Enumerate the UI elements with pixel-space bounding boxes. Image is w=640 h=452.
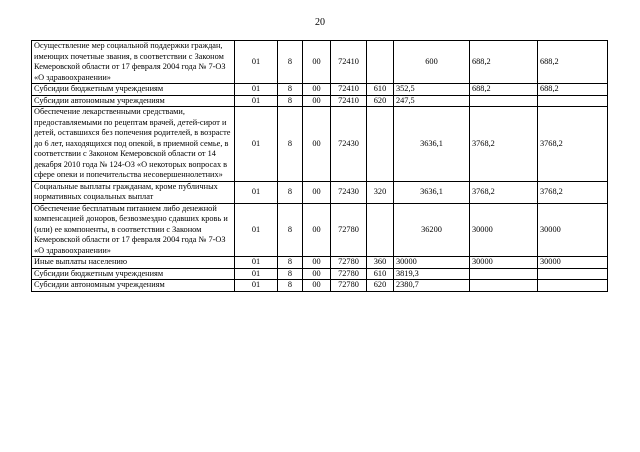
- section-code-cell: 01: [235, 41, 278, 84]
- subsection-code-cell: 8: [278, 95, 303, 107]
- year2-amount-cell: 688,2: [470, 41, 538, 84]
- year1-amount-cell: 352,5: [394, 84, 470, 96]
- subsection-code-cell: 8: [278, 41, 303, 84]
- year1-amount-cell: 3636,1: [394, 107, 470, 182]
- section-code-cell: 01: [235, 95, 278, 107]
- row-name-cell: Социальные выплаты гражданам, кроме публичных нормативных социальных выплат: [32, 181, 235, 203]
- expense-type-cell: 620: [367, 95, 394, 107]
- year2-amount-cell: 30000: [470, 257, 538, 269]
- row-name-cell: Обеспечение лекарственными средствами, предоставляемыми по рецептам врачей, детей-сирот и детей, оставшихся без попечения родителей, в возрасте до 6 лет, находящихся под опекой, в приемной семье, в соответствии с Законом Кемеровской области от 14 декабря 2010 года № 124-ОЗ «О некоторых вопросах в сфере опеки и попечительства несовершеннолетних»: [32, 107, 235, 182]
- subsection-code-cell: 8: [278, 181, 303, 203]
- year1-amount-cell: 30000: [394, 257, 470, 269]
- year2-amount-cell: 688,2: [470, 84, 538, 96]
- direction-code-cell: 72780: [331, 280, 367, 292]
- direction-code-cell: 72780: [331, 268, 367, 280]
- section-code-cell: 01: [235, 107, 278, 182]
- year1-amount-cell: 600: [394, 41, 470, 84]
- year3-amount-cell: 688,2: [538, 41, 608, 84]
- program-code-cell: 00: [303, 84, 331, 96]
- direction-code-cell: 72410: [331, 41, 367, 84]
- table-row: [32, 181, 608, 203]
- subsection-code-cell: 8: [278, 84, 303, 96]
- program-code-cell: 00: [303, 95, 331, 107]
- program-code-cell: 00: [303, 257, 331, 269]
- year3-amount-cell: 30000: [538, 257, 608, 269]
- expense-type-cell: 320: [367, 181, 394, 203]
- row-name-cell: Иные выплаты населению: [32, 257, 235, 269]
- subsection-code-cell: 8: [278, 268, 303, 280]
- direction-code-cell: 72430: [331, 107, 367, 182]
- table-row: [32, 203, 608, 257]
- program-code-cell: 00: [303, 107, 331, 182]
- year2-amount-cell: [470, 95, 538, 107]
- subsection-code-cell: 8: [278, 280, 303, 292]
- program-code-cell: 00: [303, 41, 331, 84]
- year1-amount-cell: 3819,3: [394, 268, 470, 280]
- program-code-cell: 00: [303, 268, 331, 280]
- year2-amount-cell: [470, 268, 538, 280]
- table-row: [32, 41, 608, 84]
- expense-type-cell: 360: [367, 257, 394, 269]
- table-row: [32, 84, 608, 96]
- table-row: [32, 280, 608, 292]
- program-code-cell: 00: [303, 203, 331, 257]
- row-name-cell: Субсидии бюджетным учреждениям: [32, 268, 235, 280]
- year3-amount-cell: [538, 280, 608, 292]
- direction-code-cell: 72410: [331, 84, 367, 96]
- program-code-cell: 00: [303, 280, 331, 292]
- year1-amount-cell: 2380,7: [394, 280, 470, 292]
- year1-amount-cell: 247,5: [394, 95, 470, 107]
- expense-type-cell: [367, 107, 394, 182]
- subsection-code-cell: 8: [278, 107, 303, 182]
- section-code-cell: 01: [235, 203, 278, 257]
- expense-type-cell: 620: [367, 280, 394, 292]
- year2-amount-cell: [470, 280, 538, 292]
- year2-amount-cell: 3768,2: [470, 181, 538, 203]
- year3-amount-cell: [538, 95, 608, 107]
- expense-type-cell: 610: [367, 84, 394, 96]
- direction-code-cell: 72780: [331, 257, 367, 269]
- table-row: [32, 257, 608, 269]
- section-code-cell: 01: [235, 84, 278, 96]
- subsection-code-cell: 8: [278, 203, 303, 257]
- expense-type-cell: 610: [367, 268, 394, 280]
- expense-type-cell: [367, 203, 394, 257]
- year2-amount-cell: 30000: [470, 203, 538, 257]
- year1-amount-cell: 3636,1: [394, 181, 470, 203]
- program-code-cell: 00: [303, 181, 331, 203]
- expense-type-cell: [367, 41, 394, 84]
- year2-amount-cell: 3768,2: [470, 107, 538, 182]
- year3-amount-cell: [538, 268, 608, 280]
- year3-amount-cell: 3768,2: [538, 181, 608, 203]
- budget-table: [31, 40, 608, 292]
- section-code-cell: 01: [235, 280, 278, 292]
- table-row: [32, 95, 608, 107]
- direction-code-cell: 72780: [331, 203, 367, 257]
- year3-amount-cell: 688,2: [538, 84, 608, 96]
- section-code-cell: 01: [235, 181, 278, 203]
- year3-amount-cell: 3768,2: [538, 107, 608, 182]
- page-number: 20: [315, 17, 325, 28]
- direction-code-cell: 72430: [331, 181, 367, 203]
- section-code-cell: 01: [235, 268, 278, 280]
- year3-amount-cell: 30000: [538, 203, 608, 257]
- row-name-cell: Осуществление мер социальной поддержки граждан, имеющих почетные звания, в соответствии с Законом Кемеровской области от 17 февраля 2004 года № 7-ОЗ «О здравоохранении»: [32, 41, 235, 84]
- table-row: [32, 268, 608, 280]
- section-code-cell: 01: [235, 257, 278, 269]
- direction-code-cell: 72410: [331, 95, 367, 107]
- table-row: [32, 107, 608, 182]
- row-name-cell: Обеспечение бесплатным питанием либо денежной компенсацией доноров, безвозмездно сдавших кровь и (или) ее компоненты, в соответствии с Законом Кемеровской области от 17 февраля 2004 года № 7-ОЗ «О здравоохранении»: [32, 203, 235, 257]
- row-name-cell: Субсидии бюджетным учреждениям: [32, 84, 235, 96]
- year1-amount-cell: 36200: [394, 203, 470, 257]
- row-name-cell: Субсидии автономным учреждениям: [32, 95, 235, 107]
- subsection-code-cell: 8: [278, 257, 303, 269]
- row-name-cell: Субсидии автономным учреждениям: [32, 280, 235, 292]
